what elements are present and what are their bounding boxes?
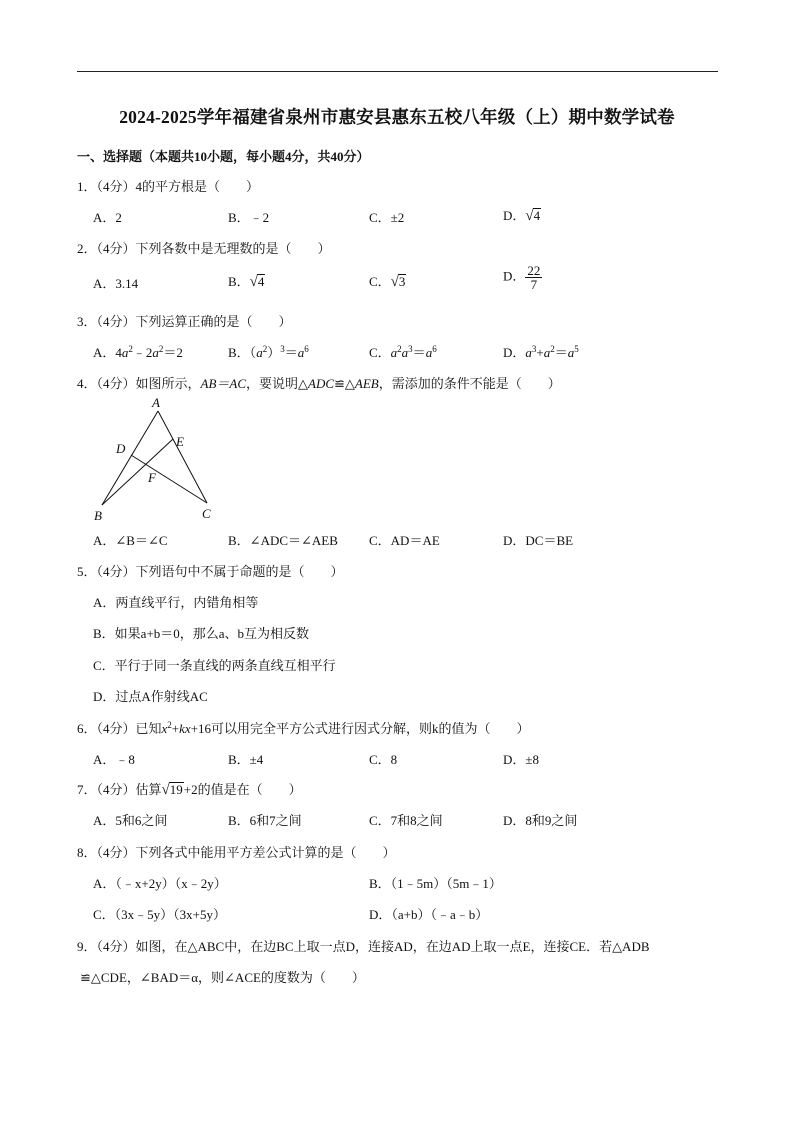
stem-text: ，需添加的条件不能是（ ） [378, 376, 561, 391]
question-7-option-a[interactable]: A．5和6之间 [93, 813, 168, 828]
question-5-option-a[interactable]: A．两直线平行，内错角相等 [93, 595, 259, 610]
stem-text: +2的值是在（ ） [183, 782, 302, 797]
question-8-stem: 8．（4分）下列各式中能用平方差公式计算的是（ ） [77, 845, 396, 860]
radicand: 4 [257, 274, 265, 289]
stem-text: 6．（4分）已知 [77, 721, 162, 736]
exponent: 2 [167, 720, 172, 730]
stem-text: 7．（4分）估算 [77, 782, 162, 797]
question-2-option-c[interactable] [369, 271, 406, 291]
option-label: D． [503, 268, 526, 284]
option-label: C． [369, 345, 391, 360]
segment-cd [131, 455, 207, 503]
section-heading: 一、选择题（本题共10小题，每小题4分，共40分） [77, 149, 370, 164]
radical-sign: √ [390, 274, 399, 290]
label-b: B [94, 508, 102, 523]
side-ab [102, 411, 158, 505]
question-2-option-d[interactable] [503, 264, 542, 291]
top-rule [77, 71, 718, 72]
question-8-option-d[interactable]: D．（a+b）（﹣a﹣b） [369, 907, 489, 922]
triangle-figure [90, 395, 220, 525]
expression: x [161, 721, 168, 736]
question-4-option-d[interactable]: D．DC＝BE [503, 533, 574, 548]
stem-text: ，要说明△ [246, 376, 309, 391]
question-5-option-c[interactable]: C．平行于同一条直线的两条直线互相平行 [93, 658, 336, 673]
denominator: 7 [530, 277, 538, 292]
label-e: E [176, 434, 184, 449]
question-4-stem [77, 373, 561, 392]
radicand: 3 [398, 274, 406, 289]
question-1-option-b[interactable]: B．﹣2 [228, 210, 270, 225]
radical-sign: √ [525, 208, 534, 224]
radicand: 4 [533, 208, 541, 223]
question-1-option-d[interactable] [503, 205, 541, 225]
option-label: B． [228, 345, 250, 360]
triangle-name: ADC [308, 376, 335, 391]
radical-sign: √ [249, 274, 258, 290]
question-6-stem [77, 718, 530, 737]
label-a: A [152, 395, 160, 410]
question-7-option-c[interactable]: C．7和8之间 [369, 813, 443, 828]
question-2-stem: 2．（4分）下列各数中是无理数的是（ ） [77, 241, 331, 256]
label-f: F [148, 470, 156, 485]
question-5-stem: 5．（4分）下列语句中不属于命题的是（ ） [77, 564, 344, 579]
option-label: D． [503, 345, 526, 360]
question-4-option-c[interactable]: C．AD＝AE [369, 533, 440, 548]
question-6-option-b[interactable]: B．±4 [228, 752, 264, 767]
question-1-stem: 1．（4分）4的平方根是（ ） [77, 179, 260, 194]
question-3-stem: 3．（4分）下列运算正确的是（ ） [77, 314, 292, 329]
label-c: C [202, 506, 211, 521]
stem-text: 可以用完全平方公式进行因式分解，则k的值为（ ） [211, 721, 530, 736]
question-4-option-a[interactable]: A．∠B＝∠C [93, 533, 168, 548]
question-4-option-b[interactable]: B．∠ADC＝∠AEB [228, 533, 338, 548]
question-5-option-b[interactable]: B．如果a+b＝0，那么a、b互为相反数 [93, 626, 310, 641]
stem-text: ≌△ [334, 376, 355, 391]
radicand: 19 [169, 782, 183, 797]
question-8-option-c[interactable]: C．（3x﹣5y）（3x+5y） [93, 907, 227, 922]
stem-text: 4．（4分）如图所示， [77, 376, 201, 391]
option-label: D． [503, 208, 526, 223]
question-2-option-b[interactable] [228, 271, 265, 291]
question-8-option-b[interactable]: B．（1﹣5m）（5m﹣1） [369, 876, 502, 891]
question-9-stem-line2: ≌△CDE，∠BAD＝α，则∠ACE的度数为（ ） [80, 970, 365, 985]
question-5-option-d[interactable]: D．过点A作射线AC [93, 689, 208, 704]
question-8-option-a[interactable]: A．（﹣x+2y）（x﹣2y） [93, 876, 227, 891]
label-d: D [116, 441, 126, 456]
condition: AB＝AC [200, 376, 247, 391]
option-label: B． [228, 274, 250, 289]
question-3-option-d[interactable]: D．$a^3+a^2=a^5$ [503, 344, 579, 360]
fraction [525, 264, 542, 291]
question-3-option-a[interactable]: A．$4a^2﹣2a^2=2$ [93, 344, 183, 360]
question-7-option-d[interactable]: D．8和9之间 [503, 813, 578, 828]
question-6-option-d[interactable]: D．±8 [503, 752, 540, 767]
option-label: C． [369, 274, 391, 289]
question-2-option-a[interactable]: A．3.14 [93, 276, 139, 291]
question-3-option-b[interactable]: B．$(a^2)^3=a^6$ [228, 344, 309, 360]
page-title: 2024-2025学年福建省泉州市惠安县惠东五校八年级（上）期中数学试卷 [119, 107, 675, 127]
expression: +kx+16 [171, 721, 212, 736]
segment-be [102, 439, 173, 505]
option-label: A． [93, 345, 116, 360]
question-1-option-a[interactable]: A．2 [93, 210, 122, 225]
question-7-option-b[interactable]: B．6和7之间 [228, 813, 302, 828]
side-ac [158, 411, 207, 503]
radical-sign: √ [161, 782, 170, 798]
numerator: 22 [527, 263, 541, 278]
question-6-option-a[interactable]: A．﹣8 [93, 752, 135, 767]
question-3-option-c[interactable]: C．$a^2a^3=a^6$ [369, 344, 437, 360]
question-7-stem [77, 779, 302, 799]
question-1-option-c[interactable]: C．±2 [369, 210, 405, 225]
question-9-stem-line1: 9．（4分）如图，在△ABC中，在边BC上取一点D，连接AD，在边AD上取一点E，连接CE．若△ADB [77, 939, 650, 954]
triangle-name: AEB [354, 376, 379, 391]
question-6-option-c[interactable]: C．8 [369, 752, 398, 767]
